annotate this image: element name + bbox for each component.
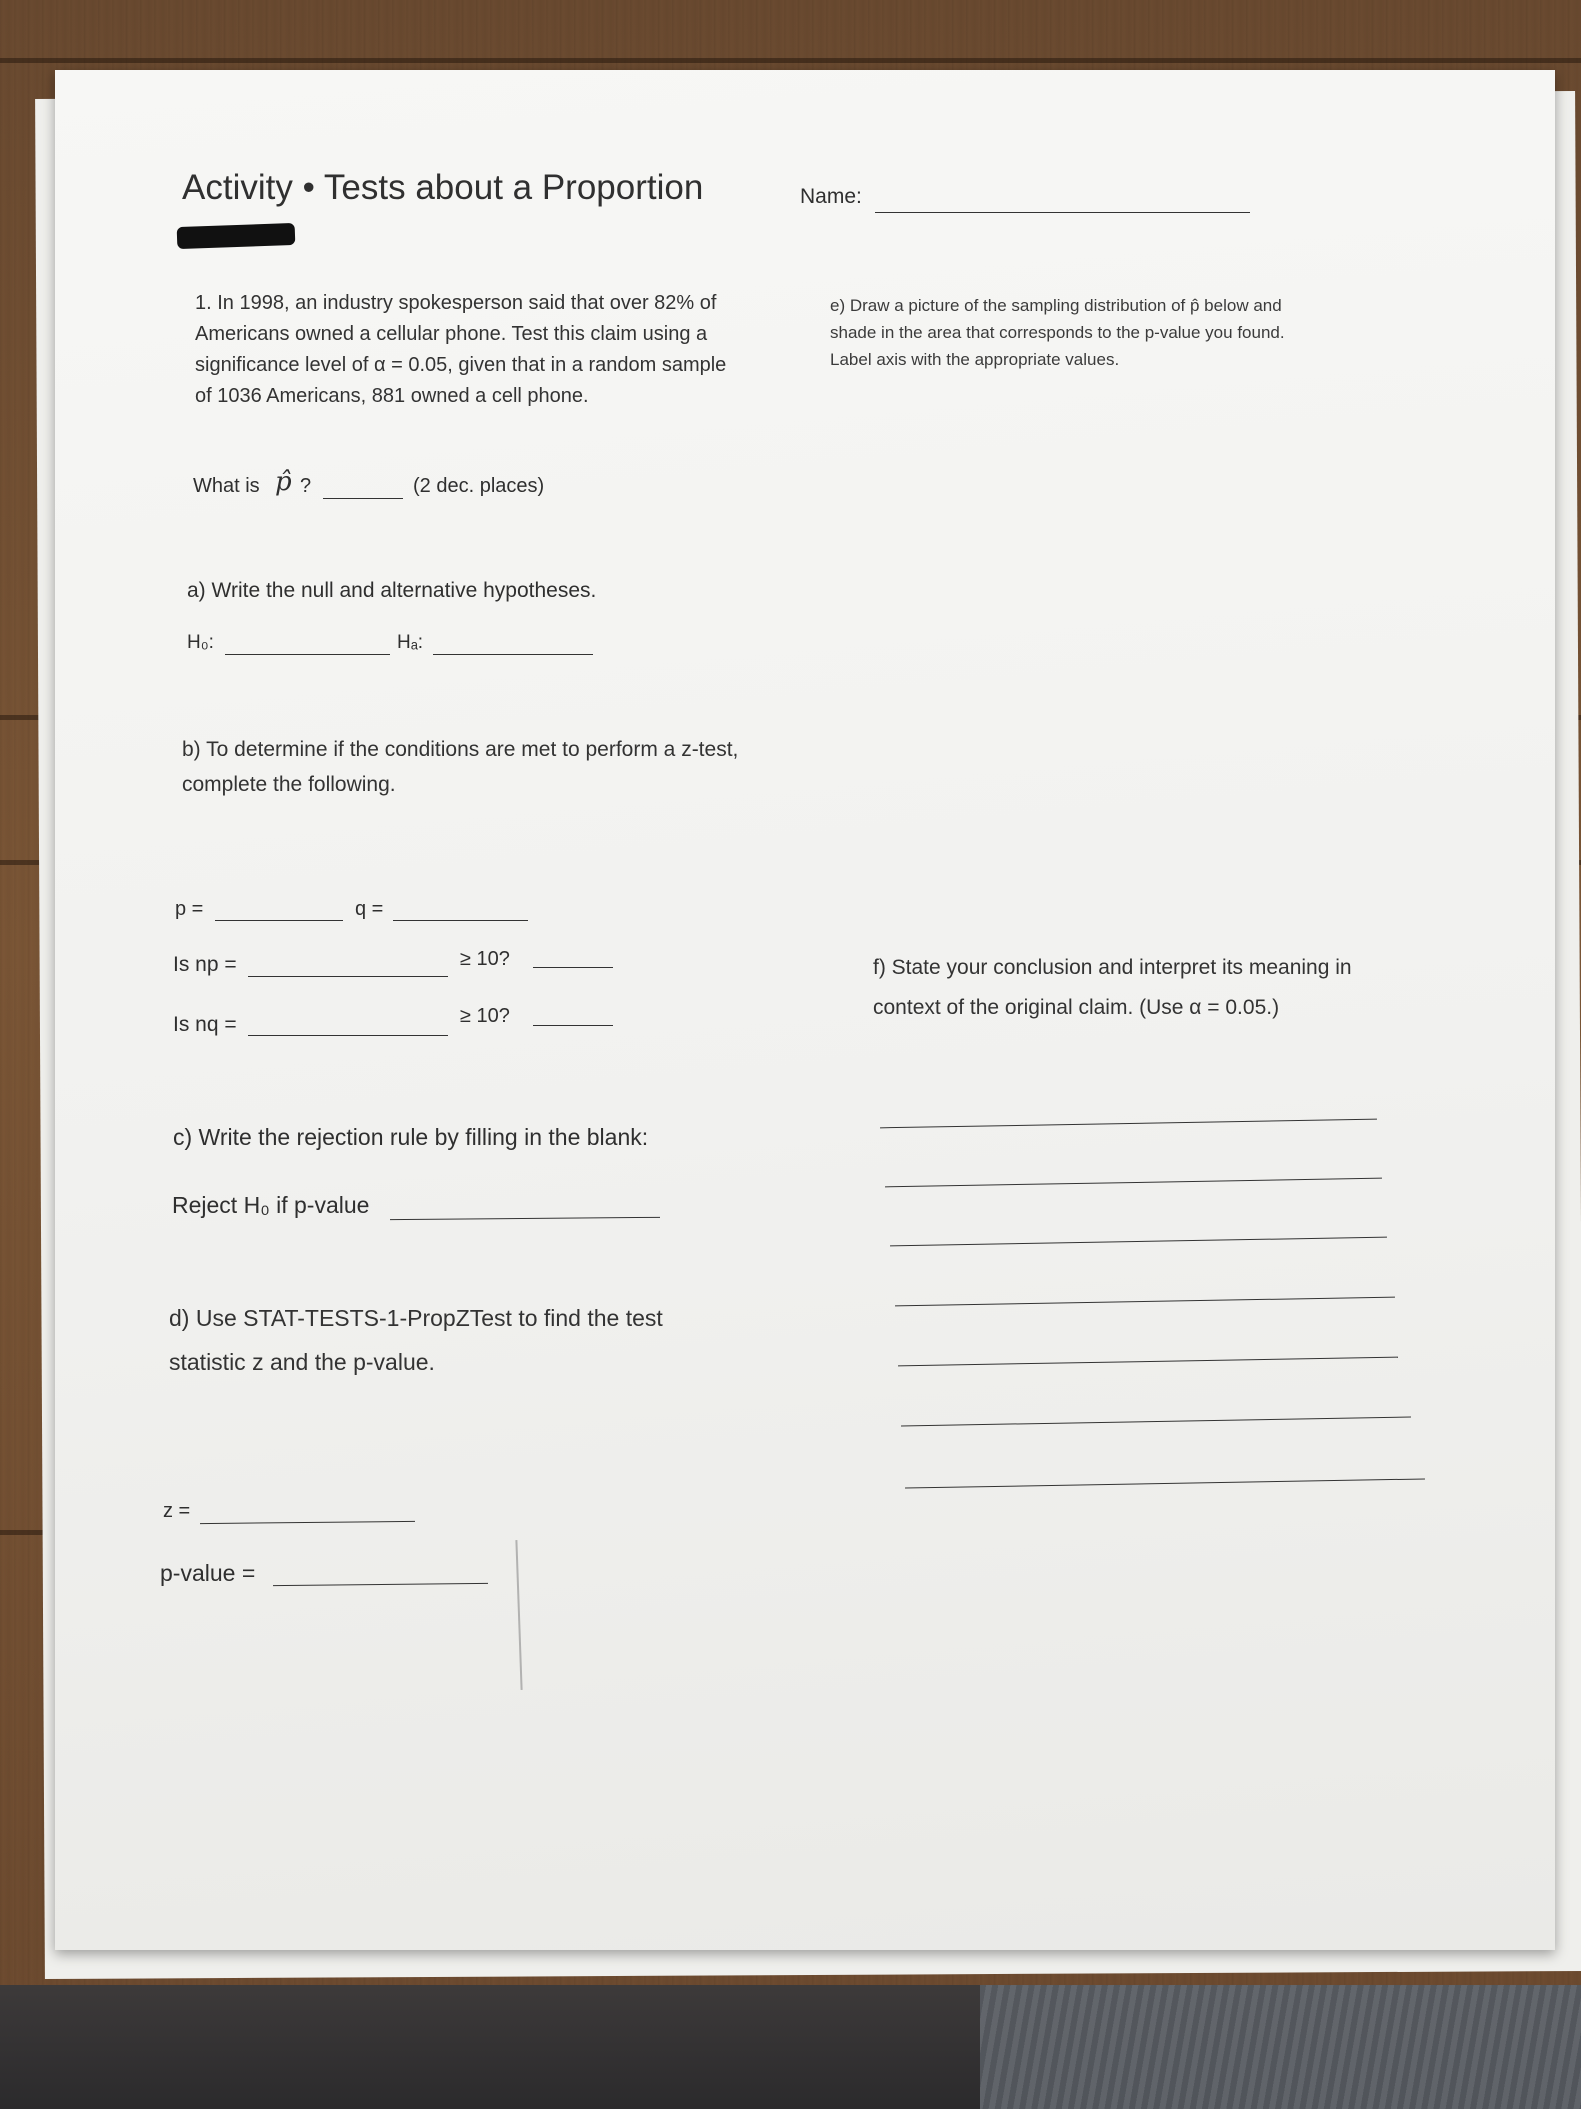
conclusion-line[interactable] <box>880 1119 1377 1129</box>
part-d-prompt: d) Use STAT-TESTS-1-PropZTest to find the test statistic z and the p-value. <box>169 1305 663 1375</box>
z-label: z = <box>163 1500 191 1522</box>
reject-rule-field[interactable] <box>390 1217 660 1220</box>
redaction-mark <box>177 223 296 249</box>
worksheet-page <box>55 70 1555 1950</box>
np-answer-field[interactable] <box>248 976 448 977</box>
conclusion-line[interactable] <box>885 1178 1382 1188</box>
conclusion-line[interactable] <box>890 1237 1387 1247</box>
name-label: Name: <box>800 185 862 208</box>
name-field[interactable] <box>875 212 1250 213</box>
q-answer-field[interactable] <box>393 920 528 921</box>
part-a-prompt: a) Write the null and alternative hypotheses. <box>187 579 597 602</box>
wood-seam <box>0 58 1581 63</box>
phat-question-prefix: What is <box>193 475 260 497</box>
sock <box>980 1985 1581 2109</box>
reject-rule-label: Reject H₀ if p-value <box>172 1192 370 1218</box>
part-b-prompt: b) To determine if the conditions are met to perform a z-test, complete the following. <box>182 738 739 796</box>
nq-check-field[interactable] <box>533 1025 613 1026</box>
phat-note: (2 dec. places) <box>413 475 545 497</box>
phat-question-mark: ? <box>300 475 312 497</box>
conclusion-line[interactable] <box>905 1478 1425 1488</box>
part-e-prompt: e) Draw a picture of the sampling distribution of p̂ below and shade in the area that corresponds to the p-value you found. Label axis with the appropriate values. <box>830 296 1285 369</box>
part-f-prompt: f) State your conclusion and interpret its meaning in context of the original claim. (Use α = 0.05.) <box>873 956 1352 1019</box>
z-answer-field[interactable] <box>200 1521 415 1524</box>
q-label: q = <box>355 898 384 920</box>
page-title: Activity • Tests about a Proportion <box>182 168 704 207</box>
np-label: Is np = <box>173 953 237 976</box>
p-label: p = <box>175 898 204 920</box>
ha-label: Hₐ: <box>397 632 424 653</box>
nq-check-label: ≥ 10? <box>460 1005 510 1027</box>
phat-answer-field[interactable] <box>323 498 403 499</box>
conclusion-line[interactable] <box>895 1297 1395 1307</box>
conclusion-line[interactable] <box>898 1357 1398 1367</box>
phat-symbol: p̂ <box>275 467 292 497</box>
np-check-field[interactable] <box>533 967 613 968</box>
np-check-label: ≥ 10? <box>460 948 510 970</box>
problem-text: 1. In 1998, an industry spokesperson said that over 82% of Americans owned a cellular phone. Test this claim using a significance level of α = 0.05, given that in a random sample of 1036 Americans, 881 owned a cell phone. <box>195 292 727 407</box>
pvalue-label: p-value = <box>160 1560 256 1586</box>
p-answer-field[interactable] <box>215 920 343 921</box>
h0-label: H₀: <box>187 632 214 653</box>
nq-answer-field[interactable] <box>248 1035 448 1036</box>
part-c-prompt: c) Write the rejection rule by filling in the blank: <box>173 1124 649 1150</box>
pvalue-answer-field[interactable] <box>273 1583 488 1586</box>
pencil-mark <box>515 1540 522 1690</box>
ha-answer-field[interactable] <box>433 654 593 655</box>
conclusion-line[interactable] <box>901 1417 1411 1427</box>
h0-answer-field[interactable] <box>225 654 390 655</box>
nq-label: Is nq = <box>173 1013 237 1036</box>
